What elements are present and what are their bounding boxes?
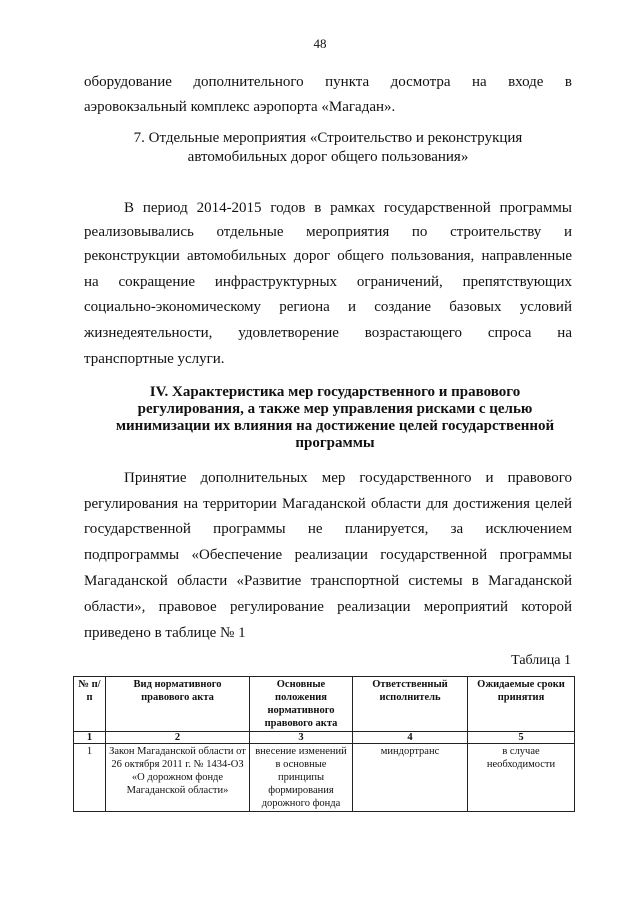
section-7-paragraph-line: реализовывались отдельные мероприятия по строительству и (84, 224, 572, 240)
section-4-paragraph-line: Принятие дополнительных мер государственного и правового (124, 470, 572, 486)
section-4-paragraph-line: регулирования на территории Магаданской области для достижения целей (84, 496, 572, 512)
table-column-numbers-row (74, 732, 575, 744)
header-number: № п/п (74, 677, 106, 732)
column-number: 4 (353, 732, 468, 744)
normative-acts-table (73, 676, 575, 812)
section-4-heading-line: программы (295, 435, 375, 451)
header-executor: Ответственный исполнитель (353, 677, 468, 732)
section-4-heading-line: регулирования, а также мер управления рисками с целью (137, 401, 533, 417)
row-provisions: внесение изменений в основные принципы формирования дорожного фонда (250, 744, 353, 812)
table-header-row (74, 677, 575, 732)
header-terms: Ожидаемые сроки принятия (468, 677, 575, 732)
section-7-title-line-2: автомобильных дорог общего пользования» (187, 149, 469, 165)
section-4-paragraph-line: области», правовое регулирование реализации мероприятий которой (84, 599, 572, 615)
section-4-paragraph-line: Магаданской области «Развитие транспортной системы в Магаданской (84, 573, 572, 589)
section-7-paragraph-line: на сокращение инфраструктурных ограничений, препятствующих (84, 274, 572, 290)
section-4-paragraph-line: государственной программы не планируется, за исключением (84, 521, 572, 537)
header-act-type: Вид нормативного правового акта (106, 677, 250, 732)
section-4-paragraph-line: подпрограммы «Обеспечение реализации государственной программы (84, 547, 572, 563)
row-number: 1 (74, 744, 106, 812)
section-4-paragraph-line: приведено в таблице № 1 (84, 625, 246, 641)
row-act: Закон Магаданской области от 26 октября 2011 г. № 1434-ОЗ «О дорожном фонде Магаданской области» (106, 744, 250, 812)
page-number: 48 (313, 36, 327, 51)
row-executor: миндортранс (353, 744, 468, 812)
header-provisions: Основные положения нормативного правового акта (250, 677, 353, 732)
section-7-paragraph-line: жизнедеятельности, удовлетворение возрастающего спроса на (84, 325, 572, 341)
table-caption: Таблица 1 (511, 653, 571, 668)
row-terms: в случае необходимости (468, 744, 575, 812)
section-4-heading-line: IV. Характеристика мер государственного и правового (149, 384, 521, 400)
section-7-paragraph-line: реконструкции автомобильных дорог общего пользования, направленные (84, 248, 572, 264)
section-7-paragraph-line: транспортные услуги. (84, 351, 225, 367)
column-number: 5 (468, 732, 575, 744)
section-7-paragraph-line: социально-экономическому региона и создание базовых условий (84, 299, 572, 315)
column-number: 3 (250, 732, 353, 744)
table-row (74, 744, 575, 812)
paragraph-continuation-line-2: аэровокзальный комплекс аэропорта «Магадан». (84, 99, 396, 115)
column-number: 1 (74, 732, 106, 744)
section-7-paragraph-line: В период 2014-2015 годов в рамках государственной программы (124, 200, 572, 216)
section-7-title-line-1: 7. Отдельные мероприятия «Строительство и реконструкция (133, 130, 523, 146)
column-number: 2 (106, 732, 250, 744)
paragraph-continuation-line-1: оборудование дополнительного пункта досмотра на входе в (84, 74, 572, 90)
section-4-heading-line: минимизации их влияния на достижение целей государственной (115, 418, 555, 434)
